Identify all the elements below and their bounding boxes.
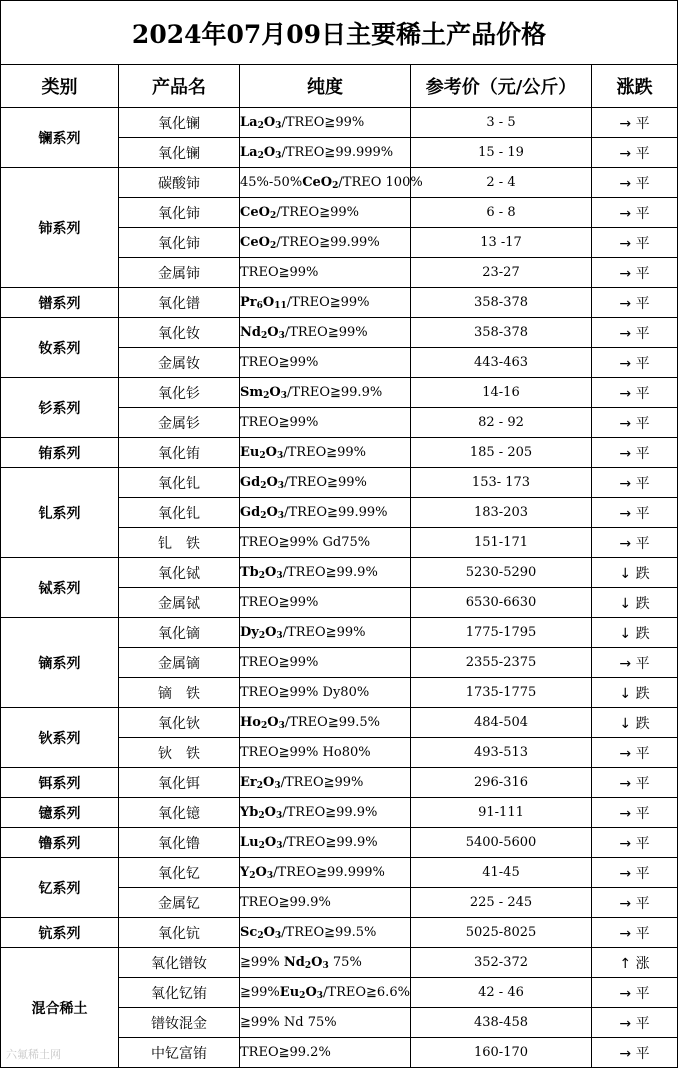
purity-cell [240,138,411,168]
purity-cell [240,588,411,618]
trend-cell: → 平 [592,138,678,168]
table-row [1,378,678,408]
formula-part: O [265,625,277,640]
price-cell: 5230-5290 [411,558,592,588]
trend-cell: → 平 [592,798,678,828]
trend-cell: → 平 [592,768,678,798]
purity-text: /TREO≧99.9% [282,835,378,850]
formula-part: O [262,295,275,310]
price-cell: 493-513 [411,738,592,768]
price-cell: 358-378 [411,288,592,318]
purity-text: /TREO≧99.99% [284,505,388,520]
table-body [1,108,678,1068]
formula-part: O [265,565,277,580]
category-cell: 铽系列 [1,558,119,618]
category-cell: 钪系列 [1,918,119,948]
purity-text: TREO≧99% [240,355,319,370]
price-cell: 443-463 [411,348,592,378]
trend-cell: ↓ 跌 [592,678,678,708]
trend-cell: → 平 [592,978,678,1008]
product-name-cell: 氧化镝 [119,618,240,648]
formula-part: 3 [316,991,324,1001]
formula-part: 3 [322,961,329,971]
purity-text: /TREO≧99% [286,295,370,310]
price-cell: 1775-1795 [411,618,592,648]
table-row [1,288,678,318]
formula-part: La [240,145,258,160]
product-name-cell: 氧化钆 [119,468,240,498]
trend-cell: → 平 [592,858,678,888]
purity-cell [240,228,411,258]
price-cell: 2355-2375 [411,648,592,678]
formula-part: 3 [280,391,288,401]
formula-part: Sc [240,925,258,940]
trend-cell: → 平 [592,498,678,528]
formula-part: Pr [240,295,257,310]
trend-cell: → 平 [592,888,678,918]
table-row [1,828,678,858]
trend-cell: → 平 [592,468,678,498]
product-name-cell: 氧化铽 [119,558,240,588]
formula-part: Yb [240,805,259,820]
purity-cell [240,1038,411,1068]
trend-cell: → 平 [592,288,678,318]
purity-text: /TREO≧99.999% [273,865,385,880]
formula-part: 3 [274,781,281,791]
formula-part: 2 [260,511,267,521]
trend-cell: ↓ 跌 [592,708,678,738]
price-cell: 23-27 [411,258,592,288]
product-name-cell: 金属镝 [119,648,240,678]
price-cell: 14-16 [411,378,592,408]
product-name-cell: 金属铽 [119,588,240,618]
formula-part: CeO [240,205,270,220]
formula-part: 2 [269,211,277,221]
trend-cell: ↓ 跌 [592,558,678,588]
price-cell: 151-171 [411,528,592,558]
formula-part: O [311,955,323,970]
purity-cell [240,618,411,648]
table-row [1,468,678,498]
product-name-cell: 钆 铁 [119,528,240,558]
purity-cell [240,798,411,828]
formula-part: 2 [259,451,266,461]
trend-cell: ↓ 跌 [592,618,678,648]
price-cell: 1735-1775 [411,678,592,708]
product-name-cell: 碳酸铈 [119,168,240,198]
trend-cell: → 平 [592,1038,678,1068]
price-cell: 82 - 92 [411,408,592,438]
purity-text: TREO≧99% [240,655,319,670]
category-cell: 铒系列 [1,768,119,798]
purity-text: /TREO≧99% [281,115,365,130]
price-cell: 484-504 [411,708,592,738]
purity-text: /TREO≧99.9% [282,805,378,820]
formula-part: 3 [274,931,282,941]
purity-cell [240,198,411,228]
purity-text: /TREO≧99% [276,205,359,220]
price-cell: 183-203 [411,498,592,528]
product-name-cell: 氧化镨 [119,288,240,318]
price-cell: 296-316 [411,768,592,798]
price-cell: 6 - 8 [411,198,592,228]
table-row [1,318,678,348]
table-row [1,798,678,828]
purity-text: /TREO≧99.999% [281,145,394,160]
purity-text: /TREO≧99.9% [282,565,378,580]
formula-part: 2 [257,151,264,161]
purity-text: TREO≧99% Gd75% [240,535,371,550]
purity-cell [240,918,411,948]
purity-cell [240,498,411,528]
category-cell: 钕系列 [1,318,119,378]
purity-cell [240,438,411,468]
formula-part: 2 [260,481,267,491]
trend-cell: → 平 [592,258,678,288]
category-cell: 镝系列 [1,618,119,708]
formula-part: La [240,115,258,130]
formula-part: 6 [256,301,263,311]
formula-part: Nd [283,955,305,970]
formula-part: Y [240,865,250,880]
product-name-cell: 氧化钕 [119,318,240,348]
purity-cell [240,168,423,198]
formula-part: 3 [266,871,274,881]
price-cell: 3 - 5 [411,108,592,138]
trend-cell: → 平 [592,108,678,138]
trend-cell: → 平 [592,828,678,858]
product-name-cell: 金属钕 [119,348,240,378]
product-name-cell: 氧化钪 [119,918,240,948]
product-name-cell: 氧化钇铕 [119,978,240,1008]
purity-cell [240,648,411,678]
purity-cell [240,978,411,1008]
purity-cell [240,768,411,798]
formula-part: 2 [260,331,268,341]
table-row [1,858,678,888]
price-cell: 91-111 [411,798,592,828]
formula-part: 2 [258,571,266,581]
table-row [1,768,678,798]
category-cell: 镧系列 [1,108,119,168]
formula-part: 2 [258,631,266,641]
product-name-cell: 氧化镧 [119,138,240,168]
category-cell: 钆系列 [1,468,119,558]
formula-part: 3 [276,451,284,461]
product-name-cell: 氧化铒 [119,768,240,798]
trend-cell: → 平 [592,348,678,378]
trend-cell: ↓ 跌 [592,588,678,618]
table-row [1,558,678,588]
header-purity: 纯度 [240,65,411,108]
price-cell: 2 - 4 [411,168,592,198]
formula-part: O [266,475,278,490]
product-name-cell: 金属钇 [119,888,240,918]
trend-cell: → 平 [592,918,678,948]
product-name-cell: 氧化镱 [119,798,240,828]
formula-part: Dy [240,625,259,640]
purity-text: TREO≧99.2% [240,1045,331,1060]
category-cell: 镨系列 [1,288,119,318]
purity-cell [240,678,411,708]
purity-cell [240,408,411,438]
purity-text: ≧99% [240,985,280,1000]
purity-cell [240,378,411,408]
trend-cell: → 平 [592,738,678,768]
trend-cell: → 平 [592,408,678,438]
formula-part: 3 [276,571,283,581]
product-name-cell: 氧化镨钕 [119,948,240,978]
product-name-cell: 氧化钬 [119,708,240,738]
formula-part: 2 [257,121,264,131]
trend-cell: ↑ 涨 [592,948,678,978]
category-cell: 钇系列 [1,858,119,918]
formula-part: O [263,775,275,790]
category-cell: 混合稀土 [1,948,119,1068]
formula-part: O [267,325,279,340]
purity-text: TREO≧99.9% [240,895,331,910]
price-cell: 5025-8025 [411,918,592,948]
purity-cell [240,528,411,558]
trend-cell: → 平 [592,378,678,408]
formula-part: O [263,925,275,940]
formula-part: 3 [275,151,282,161]
formula-part: O [265,445,277,460]
formula-part: O [264,805,276,820]
formula-part: Tb [240,565,259,580]
purity-text: TREO≧99% [240,265,319,280]
formula-part: 11 [274,301,287,311]
purity-text: /TREO≧99.5% [284,715,381,730]
price-cell: 153- 173 [411,468,592,498]
purity-cell [240,1008,411,1038]
category-cell: 铕系列 [1,438,119,468]
formula-part: 3 [277,481,285,491]
formula-part: 2 [256,781,264,791]
category-cell: 铈系列 [1,168,119,288]
price-cell: 13 -17 [411,228,592,258]
product-name-cell: 金属铈 [119,258,240,288]
formula-part: 3 [277,511,285,521]
formula-part: O [255,865,267,880]
watermark-logo: 六氟稀土网 [6,1048,61,1061]
purity-text: /TREO≧99.9% [287,385,383,400]
purity-text: TREO≧99% [240,595,319,610]
formula-part: 2 [332,181,339,191]
formula-part: 3 [276,841,283,851]
price-cell: 438-458 [411,1008,592,1038]
product-name-cell: 氧化镥 [119,828,240,858]
product-name-cell: 氧化铕 [119,438,240,468]
formula-part: CeO [302,175,333,190]
product-name-cell: 镝 铁 [119,678,240,708]
price-cell: 15 - 19 [411,138,592,168]
purity-text: /TREO≧99.5% [281,925,377,940]
page-title: 2024年07月09日主要稀土产品价格 [1,1,678,65]
purity-text: /TREO≧99% [280,775,364,790]
table-row [1,918,678,948]
trend-cell: → 平 [592,648,678,678]
purity-text: ≧99% [240,955,284,970]
price-cell: 42 - 46 [411,978,592,1008]
header-category: 类别 [1,65,119,108]
formula-part: O [305,985,317,1000]
formula-part: Gd [240,475,261,490]
formula-part: Eu [240,445,260,460]
formula-part: Lu [240,835,259,850]
price-cell: 160-170 [411,1038,592,1068]
purity-cell [240,828,411,858]
purity-text: TREO≧99% [240,415,319,430]
trend-cell: → 平 [592,438,678,468]
purity-text: /TREO≧99% [283,445,367,460]
table-row [1,168,678,198]
formula-part: 2 [257,931,264,941]
price-cell: 41-45 [411,858,592,888]
trend-cell: → 平 [592,228,678,258]
purity-cell [240,738,411,768]
price-cell: 6530-6630 [411,588,592,618]
category-cell: 钐系列 [1,378,119,438]
price-cell: 358-378 [411,318,592,348]
trend-cell: → 平 [592,318,678,348]
formula-part: Gd [240,505,261,520]
product-name-cell: 氧化钇 [119,858,240,888]
purity-cell [240,258,411,288]
product-name-cell: 钬 铁 [119,738,240,768]
category-cell: 钬系列 [1,708,119,768]
purity-text: TREO≧99% Dy80% [240,685,370,700]
product-name-cell: 镨钕混金 [119,1008,240,1038]
table-row [1,108,678,138]
header-product: 产品名 [119,65,240,108]
formula-part: Ho [240,715,261,730]
formula-part: 2 [260,721,268,731]
purity-text: /TREO≧99% [284,475,367,490]
product-name-cell: 金属钐 [119,408,240,438]
formula-part: O [263,115,276,130]
purity-text: TREO≧99% Ho80% [240,745,371,760]
table-row [1,948,678,978]
purity-text: /TREO 100% [338,175,423,190]
product-name-cell: 氧化镧 [119,108,240,138]
formula-part: CeO [240,235,270,250]
formula-part: O [267,715,279,730]
formula-part: Er [240,775,257,790]
product-name-cell: 中钇富铕 [119,1038,240,1068]
formula-part: 2 [304,961,312,971]
purity-text: 45%-50% [240,175,303,190]
formula-part: 3 [275,121,282,131]
header-price: 参考价（元/公斤） [411,65,592,108]
formula-part: 3 [275,811,283,821]
purity-text: /TREO≧99% [282,625,366,640]
purity-cell [240,108,411,138]
product-name-cell: 氧化钐 [119,378,240,408]
formula-part: O [264,835,277,850]
price-cell: 225 - 245 [411,888,592,918]
header-row [1,65,678,108]
formula-part: 3 [278,331,285,341]
table-row [1,618,678,648]
formula-part: O [269,385,281,400]
formula-part: 2 [258,841,265,851]
purity-cell [240,558,411,588]
formula-part: 2 [263,391,270,401]
formula-part: Eu [279,985,300,1000]
purity-text: /TREO≧99.99% [276,235,380,250]
table-row [1,438,678,468]
purity-cell [240,708,411,738]
product-name-cell: 氧化铈 [119,228,240,258]
formula-part: 2 [299,991,306,1001]
purity-cell [240,318,411,348]
purity-text: /TREO≧6.6% [323,985,410,1000]
purity-cell [240,888,411,918]
purity-cell [240,858,411,888]
price-cell: 5400-5600 [411,828,592,858]
header-trend: 涨跌 [592,65,678,108]
trend-cell: → 平 [592,198,678,228]
formula-part: O [266,505,278,520]
product-name-cell: 氧化铈 [119,198,240,228]
formula-part: Sm [240,385,264,400]
purity-text: 75% [328,955,362,970]
formula-part: Nd [240,325,261,340]
purity-cell [240,288,411,318]
formula-part: 2 [249,871,256,881]
product-name-cell: 氧化钆 [119,498,240,528]
purity-text: /TREO≧99% [284,325,368,340]
purity-text: ≧99% Nd 75% [240,1015,337,1030]
formula-part: 2 [269,241,277,251]
purity-cell [240,348,411,378]
trend-cell: → 平 [592,168,678,198]
purity-cell [240,468,411,498]
formula-part: 3 [276,631,283,641]
trend-cell: → 平 [592,528,678,558]
category-cell: 镱系列 [1,798,119,828]
formula-part: 3 [278,721,285,731]
category-cell: 镥系列 [1,828,119,858]
table-row [1,708,678,738]
price-cell: 185 - 205 [411,438,592,468]
purity-cell [240,948,411,978]
trend-cell: → 平 [592,1008,678,1038]
formula-part: 2 [258,811,265,821]
price-cell: 352-372 [411,948,592,978]
formula-part: O [263,145,276,160]
